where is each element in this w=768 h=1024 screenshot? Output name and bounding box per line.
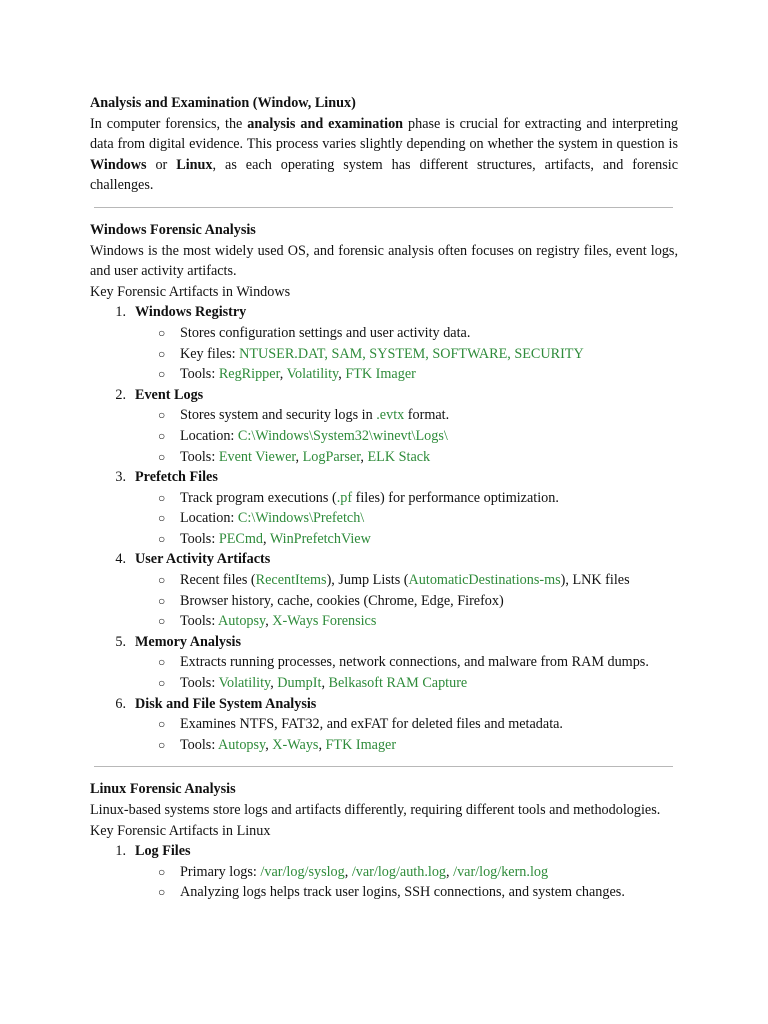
list-item-prefetch-files: 3. Prefetch Files [115,469,218,486]
bullet-icon: ○ [158,593,166,608]
linux-section-title: Linux Forensic Analysis [90,781,236,798]
linux-subtitle: Key Forensic Artifacts in Linux [90,822,271,839]
sub-item: ○ Location: C:\Windows\Prefetch\ [90,508,678,529]
windows-subtitle: Key Forensic Artifacts in Windows [90,283,291,300]
sub-item: ○ Location: C:\Windows\System32\winevt\Logs\ [90,426,678,447]
bullet-icon: ○ [158,717,166,732]
windows-section-title: Windows Forensic Analysis [90,221,256,238]
bullet-icon: ○ [158,737,166,752]
sub-item: ○ Tools: Volatility, DumpIt, Belkasoft RAM Capture [90,673,678,694]
sub-item: ○ Analyzing logs helps track user logins, SSH connections, and system changes. [90,882,678,903]
bullet-icon: ○ [158,655,166,670]
divider [94,207,673,208]
bullet-icon: ○ [158,511,166,526]
sub-item: ○ Primary logs: /var/log/syslog, /var/log/auth.log, /var/log/kern.log [90,862,678,883]
bullet-icon: ○ [158,367,166,382]
bullet-icon: ○ [158,428,166,443]
list-item-event-logs: 2. Event Logs [115,386,204,403]
list-item-memory-analysis: 5. Memory Analysis [115,633,242,650]
list-item-disk-analysis: 6. Disk and File System Analysis [115,695,317,712]
windows-description: Windows is the most widely used OS, and forensic analysis often focuses on registry files, event logs, and user activity artifacts. [90,242,678,280]
sub-item: ○ Tools: Autopsy, X-Ways Forensics [90,611,678,632]
bullet-icon: ○ [158,325,166,340]
bullet-icon: ○ [158,346,166,361]
linux-description: Linux-based systems store logs and artifacts differently, requiring different tools and methodologies. [90,802,661,818]
bullet-icon: ○ [158,408,166,423]
sub-item: ○ Tools: Event Viewer, LogParser, ELK Stack [90,447,678,468]
sub-item: ○ Examines NTFS, FAT32, and exFAT for deleted files and metadata. [90,714,678,735]
bullet-icon: ○ [158,531,166,546]
document-content [90,93,678,903]
bullet-icon: ○ [158,490,166,505]
sub-item: ○ Tools: RegRipper, Volatility, FTK Imager [90,364,678,385]
list-item-log-files: 1. Log Files [115,843,191,860]
bullet-icon: ○ [158,449,166,464]
bullet-icon: ○ [158,864,166,879]
list-item-user-activity: 4. User Activity Artifacts [115,551,271,568]
sub-item: ○ Tools: PECmd, WinPrefetchView [90,529,678,550]
bullet-icon: ○ [158,885,166,900]
bullet-icon: ○ [158,573,166,588]
sub-item: ○ Browser history, cache, cookies (Chrome, Edge, Firefox) [90,591,678,612]
sub-item: ○ Track program executions (.pf files) for performance optimization. [90,488,678,509]
bullet-icon: ○ [158,614,166,629]
bullet-icon: ○ [158,676,166,691]
sub-item: ○ Stores system and security logs in .evtx format. [90,405,678,426]
sub-item: ○ Key files: NTUSER.DAT, SAM, SYSTEM, SOFTWARE, SECURITY [90,344,678,365]
sub-item: ○ Recent files (RecentItems), Jump Lists (AutomaticDestinations-ms), LNK files [90,570,678,591]
sub-item: ○ Stores configuration settings and user activity data. [90,323,678,344]
doc-title: Analysis and Examination (Window, Linux) [90,95,356,111]
divider [94,766,673,767]
sub-item: ○ Extracts running processes, network connections, and malware from RAM dumps. [90,652,678,673]
list-item-windows-registry: 1. Windows Registry [115,304,247,321]
intro-paragraph: In computer forensics, the analysis and examination phase is crucial for extracting and interpreting data from digital evidence. This process varies slightly depending on whether the system in question is Windows or Linux, as each operating system has different structures, artifacts, and forensic challenges. [90,115,679,194]
sub-item: ○ Tools: Autopsy, X-Ways, FTK Imager [90,735,678,756]
